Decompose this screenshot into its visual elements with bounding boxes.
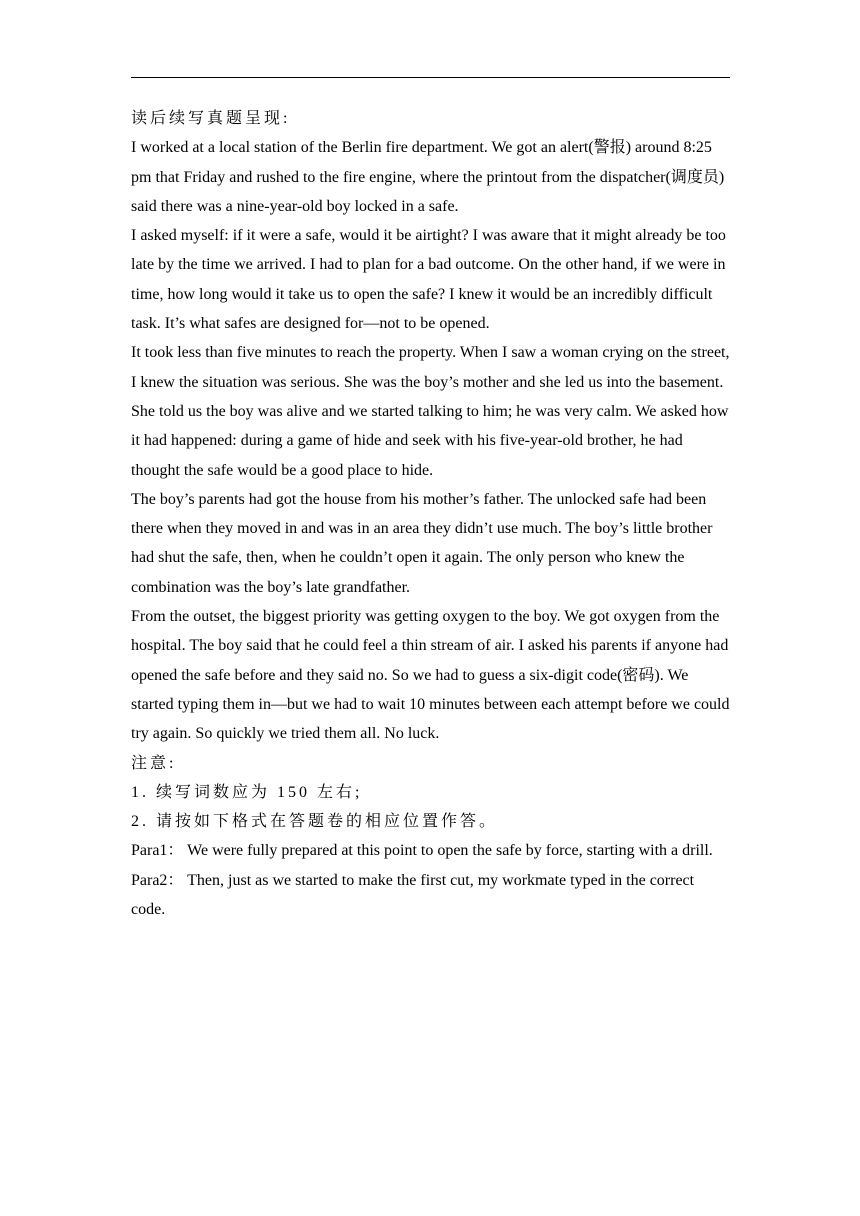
document-body	[131, 104, 731, 924]
note-item-word-count: 1. 续写词数应为 150 左右;	[131, 783, 363, 801]
continuation-prompt-para2: Para2： Then, just as we started to make the first cut, my workmate typed in the correct code.	[131, 871, 695, 919]
story-paragraph-3: It took less than five minutes to reach the property. When I saw a woman crying on the street, I knew the situation was serious. She was the boy’s mother and she led us into the basement. She told us the boy was alive and we started talking to him; he was very calm. We asked how it had happened: during a game of hide and seek with his five-year-old brother, he had thought the safe would be a good place to hide.	[131, 344, 730, 479]
story-paragraph-4: The boy’s parents had got the house from his mother’s father. The unlocked safe had been there when they moved in and was in an area they didn’t use much. The boy’s little brother had shut the safe, then, when he couldn’t open it again. The only person who knew the combination was the boy’s late grandfather.	[131, 490, 713, 596]
story-paragraph-5: From the outset, the biggest priority was getting oxygen to the boy. We got oxygen from the hospital. The boy said that he could feel a thin stream of air. I asked his parents if anyone had opened the safe before and they said no. So we had to guess a six-digit code(密码). We started typing them in—but we had to wait 10 minutes between each attempt before we could try again. So quickly we tried them all. No luck.	[131, 608, 730, 743]
header-rule	[131, 77, 730, 78]
notes-title: 注意:	[131, 754, 177, 772]
story-paragraph-2: I asked myself: if it were a safe, would it be airtight? I was aware that it might already be too late by the time we arrived. I had to plan for a bad outcome. On the other hand, if we were in time, how long would it take us to open the safe? I knew it would be an incredibly difficult task. It’s what safes are designed for—not to be opened.	[131, 227, 726, 333]
continuation-prompt-para1: Para1： We were fully prepared at this point to open the safe by force, starting with a drill.	[131, 842, 713, 860]
note-item-format: 2. 请按如下格式在答题卷的相应位置作答。	[131, 813, 499, 831]
section-heading: 读后续写真题呈现:	[131, 110, 291, 127]
story-paragraph-1: I worked at a local station of the Berlin fire department. We got an alert(警报) around 8:25 pm that Friday and rushed to the fire engine, where the printout from the dispatcher(调度员) said there was a nine-year-old boy locked in a safe.	[131, 139, 725, 215]
